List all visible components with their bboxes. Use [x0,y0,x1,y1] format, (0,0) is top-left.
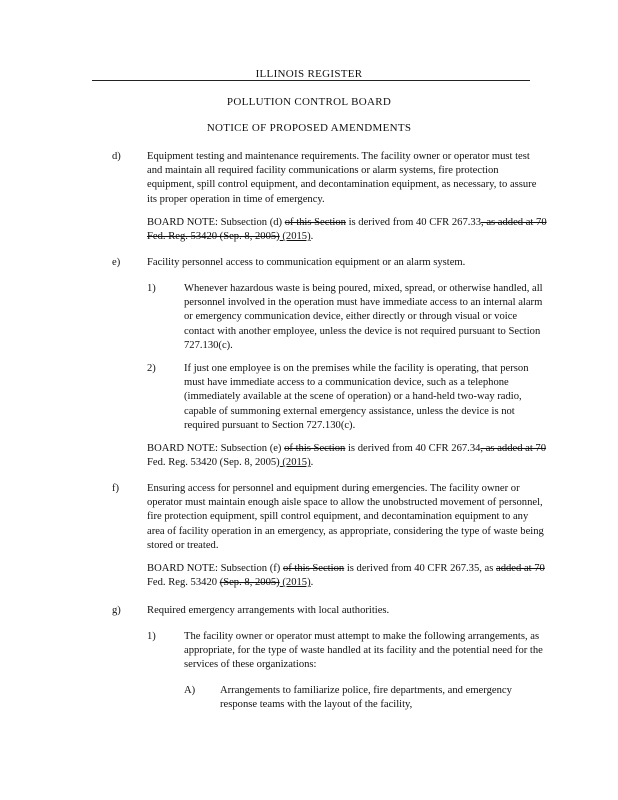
subsection-e1-text: Whenever hazardous waste is being poured, mixed, spread, or otherwise handled, all personnel involved in the operation must have immediate access to an internal alarm or emergency communication device, either directly or through visual or voice contact with another employee, unless the device is not required pursuant to Section 727.130(c). [184,283,543,351]
subsection-e2-label: 2) [147,363,156,374]
subsection-d-note [147,216,547,244]
note-deleted-text: of this Section [284,217,346,228]
subsection-d-label: d) [112,151,121,162]
note-deleted-text: of this Section [284,443,346,454]
subsection-e-note [147,442,547,470]
subsection-g-text: Required emergency arrangements with local authorities. [147,605,390,616]
subsection-g1-label: 1) [147,631,156,642]
subsection-e-text: Facility personnel access to communication equipment or an alarm system. [147,257,466,268]
note-text: is derived from 40 CFR 267.35, as [344,563,497,574]
note-added-text: (2015) [279,457,311,469]
subsection-f-note [147,562,547,590]
subsection-e-label: e) [112,257,121,268]
subsection-g1-text: The facility owner or operator must attempt to make the following arrangements, as appropriate, for the type of waste handled at its facility and the potential need for the services of these organizations: [184,631,543,671]
notice-title: NOTICE OF PROPOSED AMENDMENTS [206,122,412,134]
subsection-gA-text: Arrangements to familiarize police, fire departments, and emergency response teams with the layout of the facility, [220,685,512,711]
note-added-text: (2015) [279,577,311,589]
note-text: . [310,577,314,589]
note-deleted-text: of this Section [282,563,345,574]
subsection-d-text: Equipment testing and maintenance requirements. The facility owner or operator must test and maintain all required facility communications or alarm systems, fire protection equipment, spill control equipment, and decontamination equipment, as necessary, to assure its proper operation in time of emergency. [147,151,537,205]
note-text: . [310,231,314,243]
note-text: Fed. Reg. 53420 [147,577,220,589]
note-text: BOARD NOTE: Subsection (f) [147,563,283,574]
subsection-f-label: f) [112,483,120,494]
note-text: Fed. Reg. 53420 (Sep. 8, 2005) [147,457,280,469]
note-text: BOARD NOTE: Subsection (d) [147,217,285,228]
note-deleted-text: , as added at 70 Fed. Reg. 53420 (Sep. 8, 2005) [147,217,547,243]
note-added-text: (2015) [279,231,311,243]
note-text: is derived from 40 CFR 267.33 [345,217,482,228]
board-title: POLLUTION CONTROL BOARD [226,96,392,108]
note-deleted-text: added at 70 [496,563,545,574]
register-title: ILLINOIS REGISTER [255,68,363,80]
subsection-g-label: g) [112,605,121,616]
subsection-e2-text: If just one employee is on the premises while the facility is operating, that person must have immediate access to a communication device, such as a telephone (immediately available at the scene of operation) or a hand-held two-way radio, capable of summoning external emergency assistance, unless the device is not required pursuant to Section 727.130(c). [184,363,529,431]
note-text: . [310,457,314,469]
header-rule [92,80,530,81]
subsection-e1-label: 1) [147,283,156,294]
note-text: is derived from 40 CFR 267.34 [345,443,481,454]
subsection-f-text: Ensuring access for personnel and equipment during emergencies. The facility owner or operator must maintain enough aisle space to allow the unobstructed movement of personnel, fire protection equipment, spill control equipment, and decontamination equipment to any area of facility operation in an emergency, as appropriate, considering the type of waste being stored or treated. [147,483,544,551]
note-deleted-text: (Sep. 8, 2005) [219,577,280,589]
subsection-gA-label: A) [184,685,196,696]
note-text: BOARD NOTE: Subsection (e) [147,443,285,454]
note-deleted-text: , as added at 70 [480,443,547,454]
